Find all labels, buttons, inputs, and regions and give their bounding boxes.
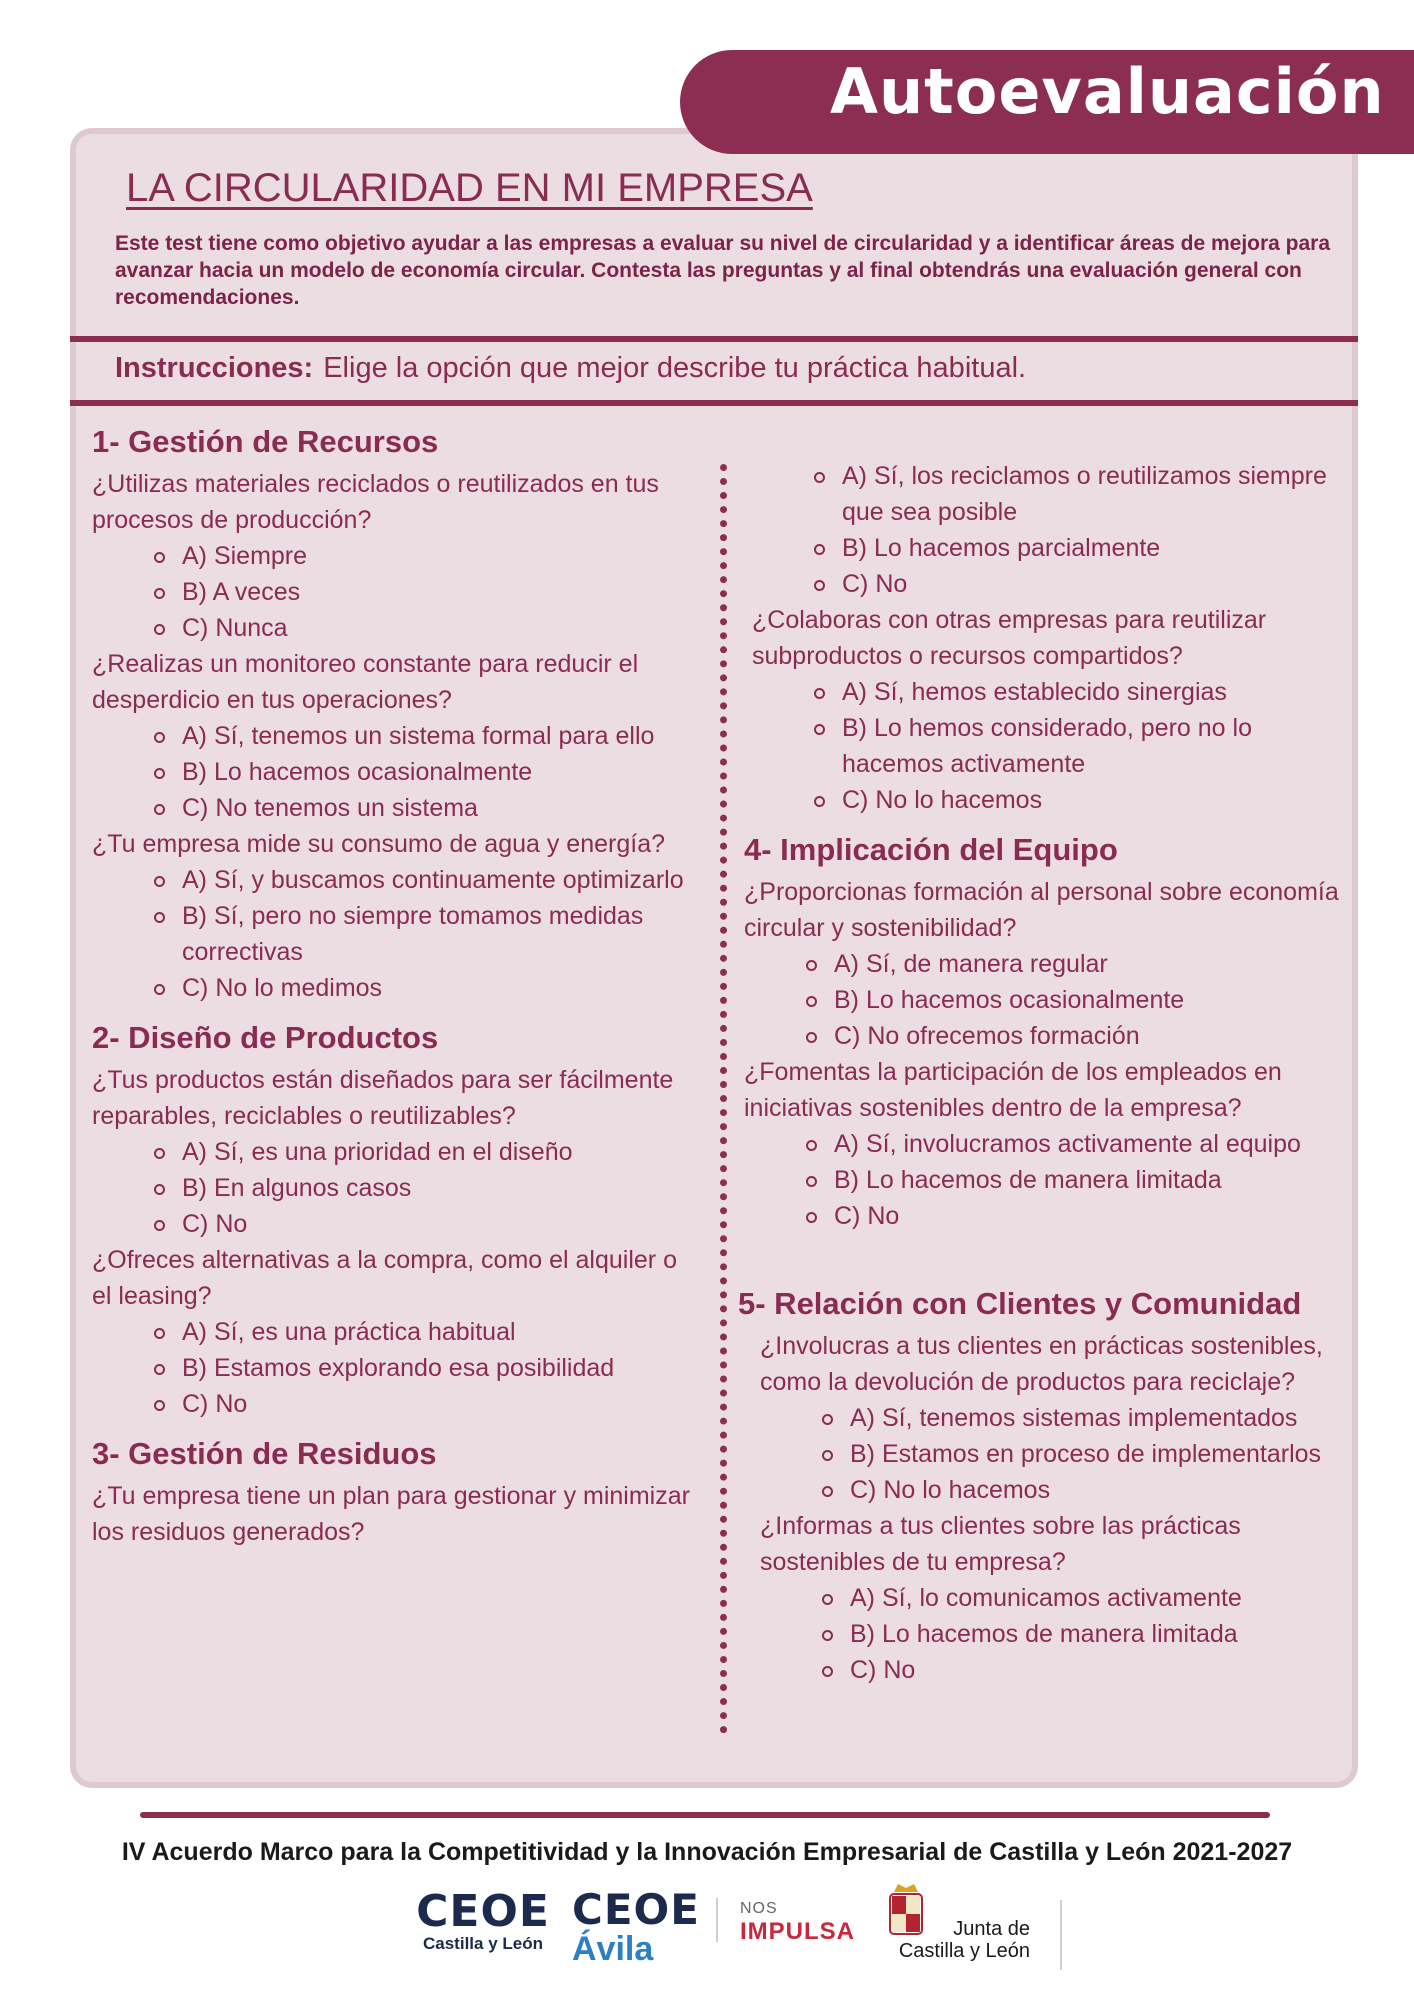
junta-line1: Junta de bbox=[953, 1918, 1030, 1940]
option: A) Sí, de manera regular bbox=[834, 946, 1344, 982]
logo-separator bbox=[1060, 1900, 1062, 1970]
footer-text: IV Acuerdo Marco para la Competitividad y la Innovación Empresarial de Castilla y León 2021-2027 bbox=[121, 1838, 1293, 1866]
option-list bbox=[92, 538, 692, 646]
question: ¿Fomentas la participación de los empleados en iniciativas sostenibles dentro de la empresa? bbox=[744, 1058, 1282, 1122]
section-title: 2- Diseño de Productos bbox=[92, 1020, 439, 1055]
intro-text: Este test tiene como objetivo ayudar a las empresas a evaluar su nivel de circularidad y a identificar áreas de mejora para avanzar hacia un modelo de economía circular. Contesta las preguntas y al final obtendrás una evaluación general con recomendaciones. bbox=[115, 232, 1331, 309]
question: ¿Ofreces alternativas a la compra, como el alquiler o el leasing? bbox=[92, 1246, 677, 1310]
option-list bbox=[752, 674, 1352, 818]
left-column bbox=[92, 424, 692, 1550]
divider-instructions bbox=[70, 400, 1358, 406]
ceoe-wordmark: CEOE bbox=[416, 1886, 550, 1937]
option-list bbox=[92, 1134, 692, 1242]
option-list bbox=[92, 718, 692, 826]
right-column-section4 bbox=[744, 832, 1344, 1234]
option: C) No lo hacemos bbox=[850, 1472, 1358, 1508]
impulsa-text: IMPULSA bbox=[740, 1918, 855, 1945]
option: A) Sí, es una prioridad en el diseño bbox=[182, 1134, 692, 1170]
option-list bbox=[744, 1126, 1344, 1234]
instructions-label: Instrucciones: bbox=[115, 352, 314, 384]
section-title: 1- Gestión de Recursos bbox=[92, 424, 439, 459]
logo-separator bbox=[716, 1898, 718, 1942]
option: C) No lo hacemos bbox=[842, 782, 1352, 818]
right-column-section5 bbox=[738, 1286, 1358, 1688]
option: C) No bbox=[182, 1386, 692, 1422]
option: B) Lo hacemos ocasionalmente bbox=[834, 982, 1344, 1018]
option: C) No ofrecemos formación bbox=[834, 1018, 1344, 1054]
option: A) Sí, tenemos sistemas implementados bbox=[850, 1400, 1358, 1436]
section-title: 5- Relación con Clientes y Comunidad bbox=[738, 1286, 1302, 1321]
header-title: Autoevaluación bbox=[830, 55, 1385, 128]
question: ¿Tus productos están diseñados para ser fácilmente reparables, reciclables o reutilizables? bbox=[92, 1066, 674, 1130]
junta-line2: Castilla y León bbox=[898, 1940, 1030, 1962]
option-list bbox=[92, 862, 692, 1006]
option: B) Sí, pero no siempre tomamos medidas correctivas bbox=[182, 898, 692, 970]
divider-top bbox=[70, 336, 1358, 342]
option: C) No bbox=[834, 1198, 1344, 1234]
option: A) Sí, tenemos un sistema formal para ello bbox=[182, 718, 692, 754]
option: B) A veces bbox=[182, 574, 692, 610]
instructions-text: Elige la opción que mejor describe tu práctica habitual. bbox=[323, 352, 1027, 384]
option: A) Sí, hemos establecido sinergias bbox=[842, 674, 1352, 710]
option-list bbox=[92, 1314, 692, 1422]
ceoe-avila-caption: Ávila bbox=[572, 1930, 654, 1968]
instructions bbox=[115, 352, 1026, 385]
section-title: 4- Implicación del Equipo bbox=[744, 832, 1118, 867]
option: B) Lo hacemos parcialmente bbox=[842, 530, 1352, 566]
option: A) Sí, involucramos activamente al equipo bbox=[834, 1126, 1344, 1162]
option: B) Lo hacemos de manera limitada bbox=[834, 1162, 1344, 1198]
ceoe-castilla-caption: Castilla y León bbox=[423, 1934, 543, 1953]
question: ¿Realizas un monitoreo constante para reducir el desperdicio en tus operaciones? bbox=[92, 650, 639, 714]
nos-text: NOS bbox=[740, 1900, 778, 1917]
option-list bbox=[744, 946, 1344, 1054]
right-column-continued bbox=[752, 458, 1352, 818]
option: A) Sí, es una práctica habitual bbox=[182, 1314, 692, 1350]
page-title: LA CIRCULARIDAD EN MI EMPRESA bbox=[126, 166, 813, 210]
ceoe-wordmark: CEOE bbox=[572, 1885, 700, 1934]
option: B) En algunos casos bbox=[182, 1170, 692, 1206]
option: B) Estamos en proceso de implementarlos bbox=[850, 1436, 1358, 1472]
option-list bbox=[752, 458, 1352, 602]
question: ¿Utilizas materiales reciclados o reutilizados en tus procesos de producción? bbox=[92, 470, 659, 534]
option: C) No bbox=[850, 1652, 1358, 1688]
option: C) No tenemos un sistema bbox=[182, 790, 692, 826]
ceoe-castilla-logo bbox=[408, 1886, 558, 1954]
option: A) Sí, y buscamos continuamente optimizarlo bbox=[182, 862, 692, 898]
question: ¿Tu empresa mide su consumo de agua y energía? bbox=[92, 830, 665, 858]
question: ¿Colaboras con otras empresas para reutilizar subproductos o recursos compartidos? bbox=[752, 606, 1267, 670]
footer-divider bbox=[140, 1812, 1270, 1818]
column-divider bbox=[720, 464, 727, 1734]
junta-logo-text bbox=[880, 1918, 1030, 1962]
question: ¿Informas a tus clientes sobre las prácticas sostenibles de tu empresa? bbox=[760, 1512, 1241, 1576]
section-title: 3- Gestión de Residuos bbox=[92, 1436, 437, 1471]
option-list bbox=[760, 1580, 1358, 1688]
option: C) No lo medimos bbox=[182, 970, 692, 1006]
option: B) Lo hemos considerado, pero no lo hacemos activamente bbox=[842, 710, 1352, 782]
option: B) Lo hacemos de manera limitada bbox=[850, 1616, 1358, 1652]
option: B) Estamos explorando esa posibilidad bbox=[182, 1350, 692, 1386]
option: C) No bbox=[182, 1206, 692, 1242]
option: C) Nunca bbox=[182, 610, 692, 646]
option: A) Sí, los reciclamos o reutilizamos siempre que sea posible bbox=[842, 458, 1352, 530]
question: ¿Tu empresa tiene un plan para gestionar y minimizar los residuos generados? bbox=[92, 1482, 690, 1546]
option: A) Siempre bbox=[182, 538, 692, 574]
option: C) No bbox=[842, 566, 1352, 602]
nos-impulsa-logo bbox=[740, 1900, 860, 1946]
ceoe-avila-logo bbox=[572, 1885, 712, 1968]
option: A) Sí, lo comunicamos activamente bbox=[850, 1580, 1358, 1616]
question: ¿Involucras a tus clientes en prácticas sostenibles, como la devolución de productos para reciclaje? bbox=[760, 1332, 1323, 1396]
option: B) Lo hacemos ocasionalmente bbox=[182, 754, 692, 790]
option-list bbox=[760, 1400, 1358, 1508]
question: ¿Proporcionas formación al personal sobre economía circular y sostenibilidad? bbox=[744, 878, 1339, 942]
